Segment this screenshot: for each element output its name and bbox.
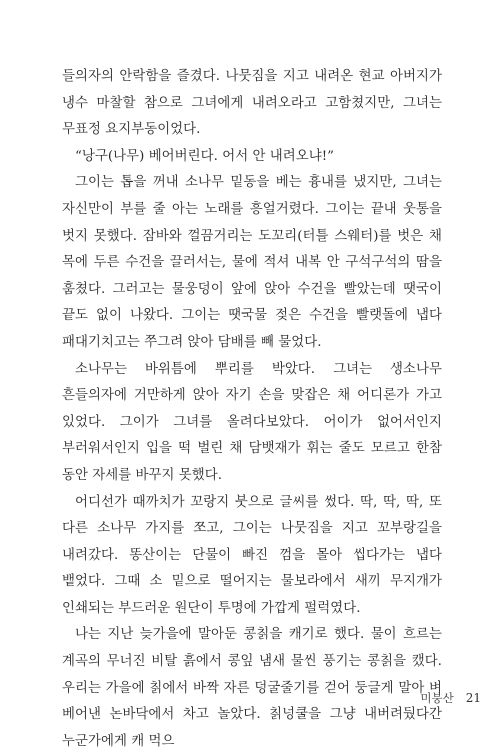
paragraph: 그이는 톱을 꺼내 소나무 밑동을 베는 흉내를 냈지만, 그녀는 자신만이 부를 줄 아는 노래를 흥얼거렸다. 그이는 끝내 웃통을 벗지 못했다. 잠바와 껄끔거리는 도꼬리(터틀 스웨터)를 벗은 채 목에 두른 수건을 끌러서는, 물에 적셔 내복 안 구석구석의 땀을 훔쳤다. 그러고는 물웅덩이 앞에 앉아 수건을 빨았는데 땟국이 끝도 없이 나왔다. 그이는 땟국물 젖은 수건을 빨랫돌에 냅다 패대기치고는 쭈그려 앉아 담배를 빼 물었다. bbox=[62, 175, 442, 350]
paragraph: 어디선가 때까치가 꼬랑지 붓으로 글씨를 썼다. 딱, 딱, 딱, 또 다른 소나무 가지를 쪼고, 그이는 나뭇짐을 지고 꼬부랑길을 내려갔다. 똥산이는 단물이 빠진 껌을 몰아 씹다가는 냅다 뱉었다. 그때 소 밑으로 떨어지는 물보라에서 새끼 무지개가 인쇄되는 부드러운 원단이 투명에 가깝게 펄럭였다. bbox=[62, 494, 442, 616]
page-number: 21 bbox=[465, 691, 481, 705]
paragraph-dialogue: “낭구(나무) 베어버린다. 어서 안 내려오냐!” bbox=[75, 148, 335, 164]
paragraph: 소나무는 바위틈에 뿌리를 박았다. 그녀는 생소나무 흔들의자에 거만하게 앉아 자기 손을 맞잡은 채 어디론가 가고 있었다. 그이가 그녀를 올려다보았다. 어이가 없어서인지 부러워서인지 입을 떡 벌린 채 담뱃재가 휘는 줄도 모르고 한참 동안 자세를 바꾸지 못했다. bbox=[62, 361, 442, 483]
running-title: 미붕산 bbox=[420, 691, 454, 705]
paragraph-continuation: 들의자의 안락함을 즐겼다. 나뭇짐을 지고 내려온 현교 아버지가 냉수 마찰할 참으로 그녀에게 내려오라고 고함쳤지만, 그녀는 무표정 요지부동이었다. bbox=[62, 69, 442, 138]
paragraph: 나는 지난 늦가을에 말아둔 콩칡을 캐기로 했다. 물이 흐르는 계곡의 무너진 비탈 흙에서 콩잎 냄새 물씬 풍기는 콩칡을 캤다. 우리는 가을에 칡에서 바짝 자른 덩굴줄기를 걷어 둥글게 말아 벼 베어낸 논바닥에서 차고 놀았다. 칡넝쿨을 그냥 내버려뒀다간 누군가에게 캐 먹으 bbox=[62, 627, 442, 749]
page-footer bbox=[420, 690, 481, 706]
body-text bbox=[62, 64, 442, 755]
